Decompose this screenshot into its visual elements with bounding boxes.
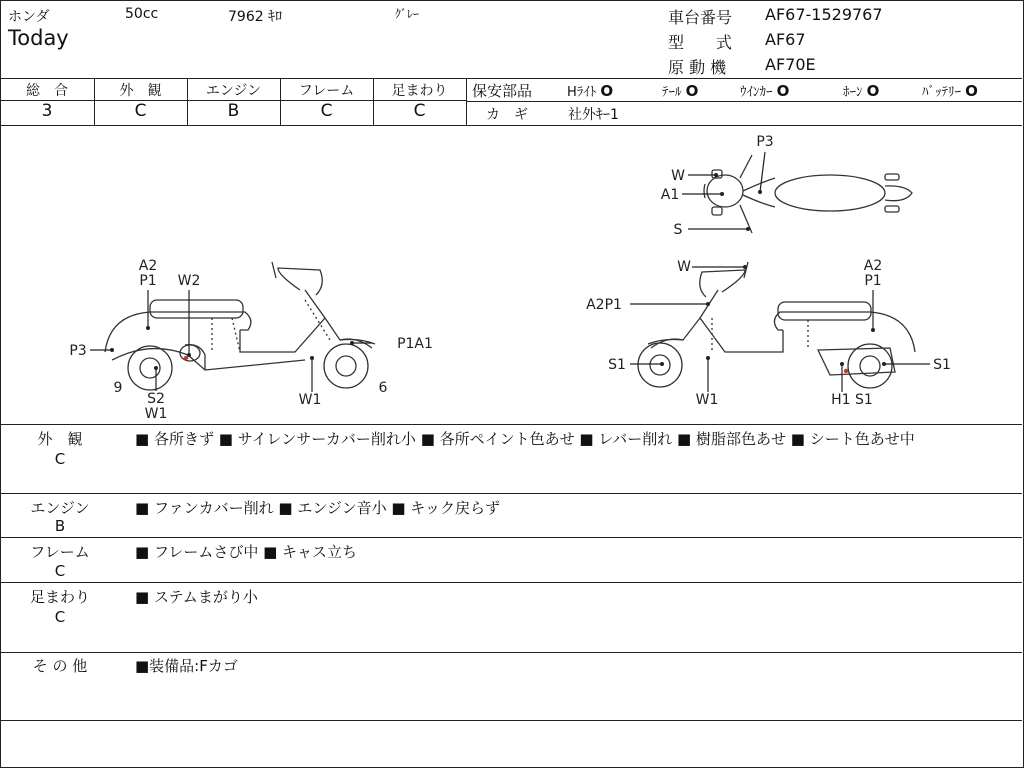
safety-mark: O	[600, 82, 614, 100]
damage-label: W2	[177, 273, 201, 289]
displacement: 50cc	[125, 6, 159, 22]
damage-dot	[714, 173, 718, 177]
damage-dot	[154, 366, 158, 370]
safety-mark: O	[685, 82, 699, 100]
safety-item-winker	[740, 81, 789, 100]
damage-label: W	[671, 168, 685, 184]
damage-label: W1	[144, 406, 168, 422]
mileage: 7962 ｷﾛ	[228, 9, 283, 25]
rule	[466, 101, 1022, 102]
damage-dot	[706, 302, 710, 306]
damage-dot	[706, 356, 710, 360]
remark-grade: C	[54, 450, 66, 468]
damage-label: S1	[608, 357, 626, 373]
grade-header-suspension: 足まわり	[391, 83, 448, 99]
damage-label: A2	[138, 258, 158, 274]
remark-label: エンジン	[30, 499, 90, 517]
rule	[0, 537, 1022, 538]
engine-label: 原 動 機	[668, 58, 727, 77]
damage-label: A2	[863, 258, 883, 274]
rule	[0, 582, 1022, 583]
safety-item-tail	[662, 81, 698, 100]
damage-dot	[310, 356, 314, 360]
safety-item-battery	[922, 81, 978, 100]
damage-label: P3	[69, 343, 87, 359]
damage-label: P3	[756, 134, 774, 150]
damage-label: P1	[139, 273, 157, 289]
grade-value-suspension: C	[413, 101, 426, 121]
safety-mark: O	[776, 82, 790, 100]
chassis-value: AF67-1529767	[765, 5, 883, 24]
type-value: AF67	[765, 30, 806, 49]
damage-label: S	[673, 222, 683, 238]
grade-header-exterior: 外 観	[119, 83, 162, 99]
remark-grade: C	[54, 562, 66, 580]
safety-label: ﾎｰﾝ	[843, 85, 863, 100]
damage-diagram	[0, 126, 1022, 424]
grade-header-engine: エンジン	[205, 83, 262, 99]
damage-label: P1	[864, 273, 882, 289]
remark-label: 外 観	[37, 430, 83, 448]
remark-text: ■ 各所きず ■ サイレンサーカバー削れ小 ■ 各所ペイント色あせ ■ レバー削れ ■ 樹脂部色あせ ■ シート色あせ中	[135, 430, 915, 448]
damage-dot	[110, 348, 114, 352]
damage-dot	[187, 353, 191, 357]
grade-value-frame: C	[320, 101, 333, 121]
key-value: 社外ｷｰ1	[568, 107, 619, 123]
type-label: 型 式	[668, 33, 733, 52]
rule	[0, 652, 1022, 653]
safety-label: ﾊﾞｯﾃﾘｰ	[922, 85, 961, 100]
rule	[0, 424, 1022, 425]
damage-pointers	[69, 134, 951, 422]
damage-label: W1	[298, 392, 322, 408]
remark-text: ■装備品:Fカゴ	[135, 657, 238, 675]
remark-label: 足まわり	[29, 588, 90, 606]
damage-dot	[882, 362, 886, 366]
damage-label: W	[677, 259, 691, 275]
damage-label: S1	[933, 357, 951, 373]
remark-label: フレーム	[30, 543, 90, 561]
damage-dot	[660, 362, 664, 366]
model-name: Today	[8, 26, 69, 50]
safety-label: ﾃｰﾙ	[662, 85, 682, 100]
damage-dot	[350, 341, 354, 345]
remark-grade: B	[54, 517, 66, 535]
damage-dot	[758, 190, 762, 194]
remark-text: ■ ファンカバー削れ ■ エンジン音小 ■ キック戻らず	[135, 499, 501, 517]
safety-item-headlight	[567, 81, 613, 100]
damage-label: H1 S1	[831, 392, 873, 408]
damage-label: A2P1	[586, 297, 622, 313]
rule	[466, 78, 467, 125]
chassis-label: 車台番号	[668, 8, 733, 27]
safety-title: 保安部品	[472, 82, 533, 100]
damage-dot	[146, 326, 150, 330]
damage-label: 6	[378, 380, 388, 396]
remark-text: ■ フレームさび中 ■ キャス立ち	[135, 543, 358, 561]
remark-text: ■ ステムまがり小	[135, 588, 258, 606]
safety-item-horn	[843, 81, 879, 100]
damage-label: W1	[695, 392, 719, 408]
grade-value-overall: 3	[41, 101, 53, 121]
rule	[0, 720, 1022, 721]
grade-header-overall: 総 合	[26, 83, 68, 99]
top-view-scooter	[704, 155, 912, 233]
safety-mark: O	[866, 82, 880, 100]
damage-dot	[746, 227, 750, 231]
damage-label: P1A1	[397, 336, 433, 352]
safety-label: ｳｲﾝｶｰ	[740, 85, 773, 100]
grade-value-exterior: C	[134, 101, 147, 121]
damage-dot	[743, 265, 747, 269]
rule	[0, 78, 1022, 79]
damage-label: 9	[113, 380, 123, 396]
safety-label: Hﾗｲﾄ	[567, 85, 597, 100]
grade-value-engine: B	[227, 101, 240, 121]
damage-label: A1	[660, 187, 680, 203]
damage-dot	[844, 369, 848, 373]
remark-label: そ の 他	[32, 657, 88, 675]
damage-dot	[184, 356, 188, 360]
pointer-line	[760, 152, 765, 192]
rule	[0, 493, 1022, 494]
damage-dot	[840, 362, 844, 366]
maker: ホンダ	[8, 9, 50, 25]
remark-grade: C	[54, 608, 66, 626]
damage-dot	[720, 192, 724, 196]
safety-mark: O	[965, 82, 978, 100]
engine-value: AF70E	[765, 55, 816, 74]
grade-header-frame: フレーム	[298, 83, 355, 99]
damage-dot	[871, 328, 875, 332]
body-color: ｸﾞﾚｰ	[395, 7, 420, 21]
key-label: カ ギ	[486, 107, 528, 123]
damage-label: S2	[147, 391, 165, 407]
